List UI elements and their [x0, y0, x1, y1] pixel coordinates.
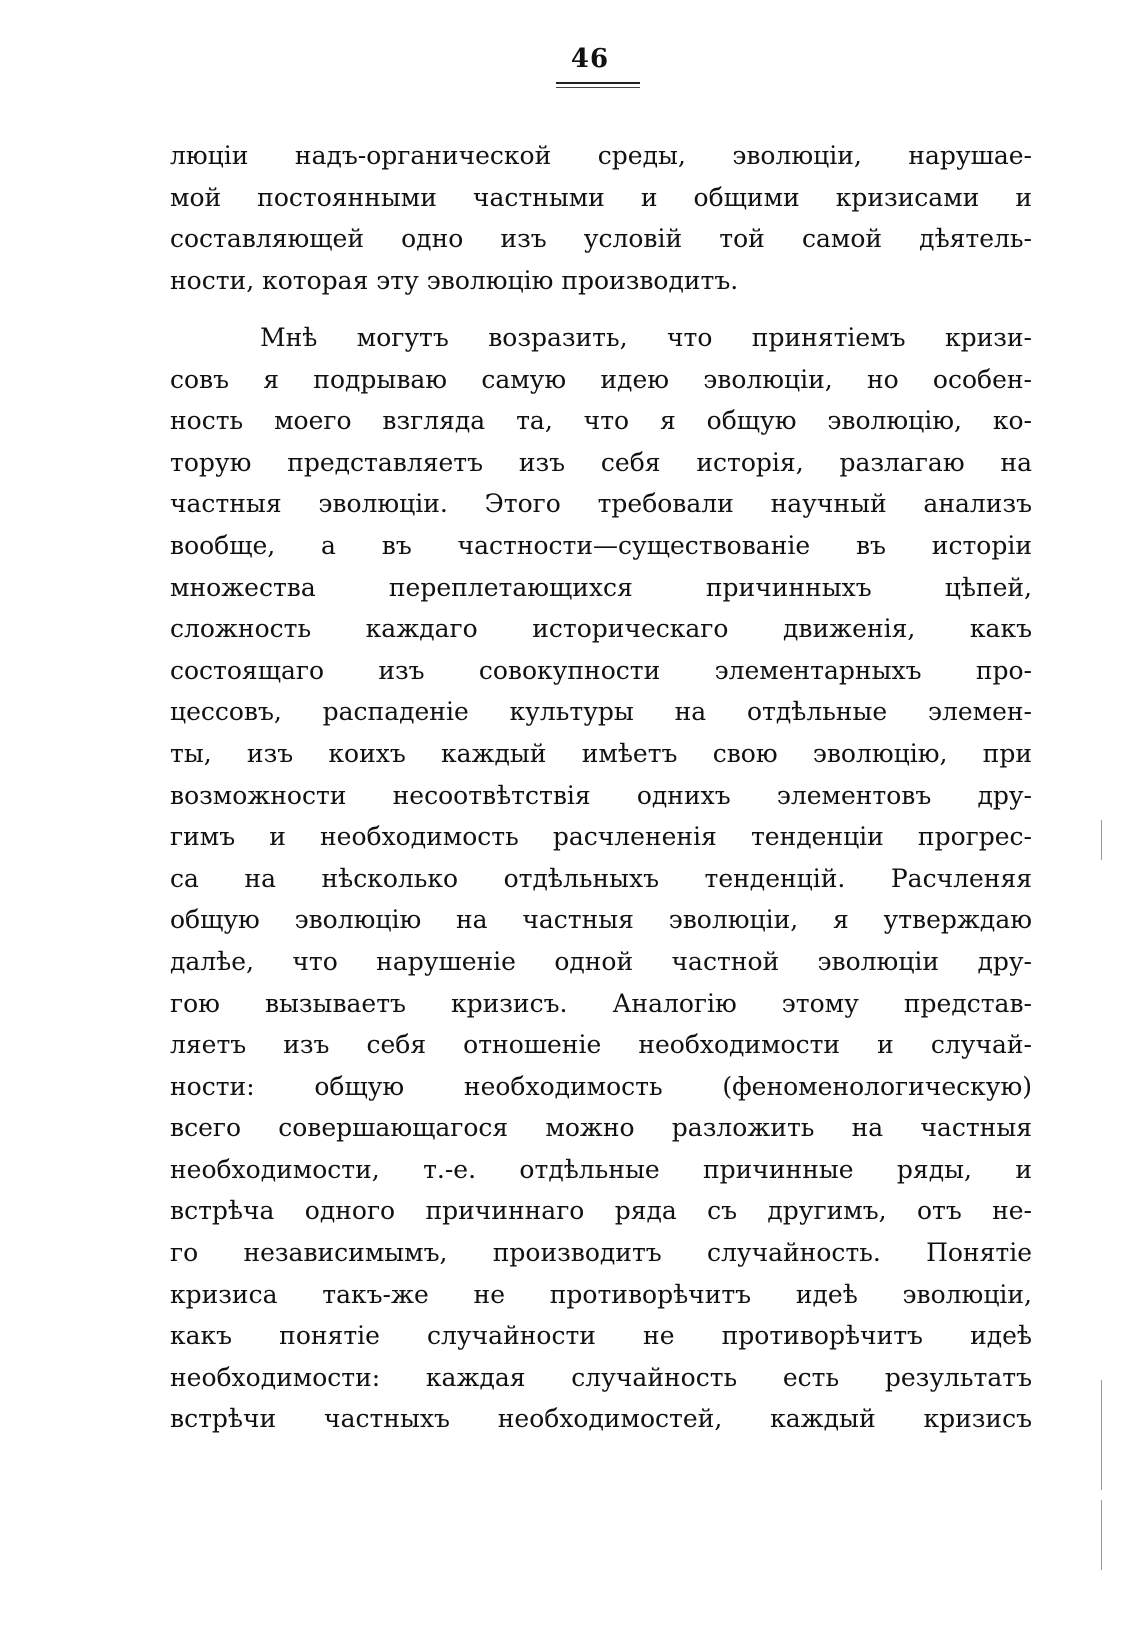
text-line: цессовъ, распаденіе культуры на отдѣльные элемен- — [170, 697, 1032, 727]
text-line: гимъ и необходимость расчлененія тенденціи прогрес- — [170, 822, 1032, 852]
page-number: 46 — [570, 44, 610, 74]
text-line: сложность каждаго историческаго движенія, какъ — [170, 614, 1032, 644]
text-line: составляющей одно изъ условій той самой дѣятель- — [170, 224, 1032, 254]
scan-margin-mark — [1101, 1500, 1102, 1570]
text-line: го независимымъ, производитъ случайность. Понятіе — [170, 1238, 1032, 1268]
page-number-rule — [556, 82, 640, 84]
text-line: ности, которая эту эволюцію производитъ. — [170, 265, 739, 295]
paragraph-continued — [170, 135, 1032, 301]
text-line: всего совершающагося можно разложить на частныя — [170, 1113, 1032, 1143]
text-line: встрѣчи частныхъ необходимостей, каждый кризисъ — [170, 1404, 1032, 1434]
text-line: гою вызываетъ кризисъ. Аналогію этому представ- — [170, 988, 1032, 1018]
text-line: какъ понятіе случайности не противорѣчитъ идеѣ — [170, 1321, 1032, 1351]
text-line: необходимости, т.-е. отдѣльные причинные ряды, и — [170, 1154, 1032, 1184]
text-line: ляетъ изъ себя отношеніе необходимости и случай- — [170, 1030, 1032, 1060]
text-line: частныя эволюціи. Этого требовали научный анализъ — [170, 489, 1032, 519]
page-number-rule-thin — [556, 87, 640, 88]
text-line: кризиса такъ-же не противорѣчитъ идеѣ эволюціи, — [170, 1279, 1032, 1309]
text-line: возможности несоотвѣтствія однихъ элементовъ дру- — [170, 780, 1032, 810]
scan-margin-mark — [1101, 820, 1102, 860]
text-line: мой постоянными частными и общими кризисами и — [170, 182, 1032, 212]
text-line: са на нѣсколько отдѣльныхъ тенденцій. Расчленяя — [170, 863, 1032, 893]
scan-margin-mark — [1101, 1380, 1102, 1490]
text-line: люціи надъ-органической среды, эволюціи, нарушае- — [170, 141, 1032, 170]
text-line: вообще, а въ частности—существованіе въ исторіи — [170, 530, 1032, 560]
text-line: торую представляетъ изъ себя исторія, разлагаю на — [170, 447, 1032, 477]
text-line: состоящаго изъ совокупности элементарныхъ про- — [170, 655, 1032, 685]
text-line: Мнѣ могутъ возразить, что принятіемъ кризи- — [260, 323, 1032, 352]
paragraph-main — [170, 317, 1032, 1440]
text-line: общую эволюцію на частныя эволюціи, я утверждаю — [170, 905, 1032, 935]
text-line: ности: общую необходимость (феноменологическую) — [170, 1071, 1032, 1101]
text-line: встрѣча одного причиннаго ряда съ другимъ, отъ не- — [170, 1196, 1032, 1226]
text-line: необходимости: каждая случайность есть результатъ — [170, 1362, 1032, 1392]
text-line: ность моего взгляда та, что я общую эволюцію, ко- — [170, 406, 1032, 436]
text-line: ты, изъ коихъ каждый имѣетъ свою эволюцію, при — [170, 738, 1032, 768]
text-line: далѣе, что нарушеніе одной частной эволюціи дру- — [170, 946, 1032, 976]
text-line: совъ я подрываю самую идею эволюціи, но особен- — [170, 364, 1032, 394]
text-line: множества переплетающихся причинныхъ цѣпей, — [170, 572, 1032, 602]
